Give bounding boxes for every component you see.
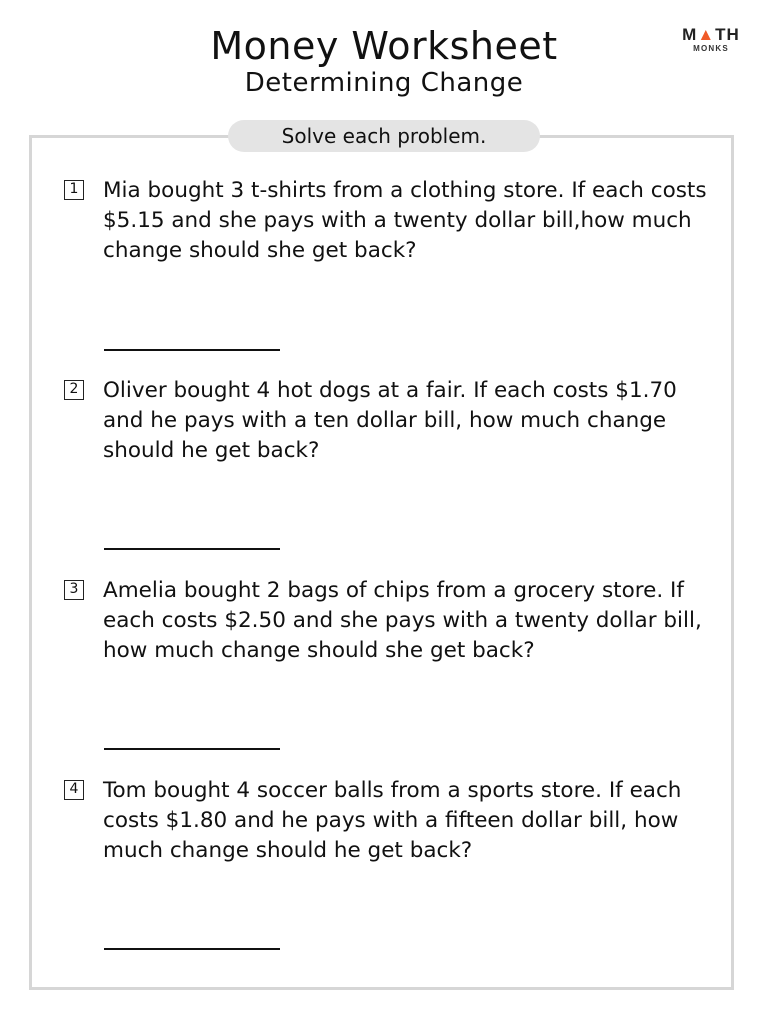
problem-text: Oliver bought 4 hot dogs at a fair. If each costs $1.70 and he pays with a ten dollar bill, how much change should he get back?	[103, 378, 677, 463]
answer-line[interactable]	[104, 748, 280, 750]
problem-number-box: 2	[64, 380, 84, 400]
problem-text: Amelia bought 2 bags of chips from a grocery store. If each costs $2.50 and she pays with a twenty dollar bill, how much change should she get back?	[103, 578, 702, 663]
worksheet-subtitle: Determining Change	[244, 68, 524, 98]
problem-text: Tom bought 4 soccer balls from a sports store. If each costs $1.80 and he pays with a fifteen dollar bill, how much change should he get back?	[103, 778, 682, 863]
logo-suffix: TH	[715, 25, 740, 44]
worksheet-title: Money Worksheet	[210, 24, 558, 68]
problem-number-box: 4	[64, 780, 84, 800]
problem-number-box: 3	[64, 580, 84, 600]
logo-subtext: MONKS	[693, 44, 729, 53]
problem-number-box: 1	[64, 180, 84, 200]
logo-prefix: M	[682, 25, 698, 44]
answer-line[interactable]	[104, 349, 280, 351]
answer-line[interactable]	[104, 948, 280, 950]
logo-wordmark	[680, 26, 742, 44]
logo-triangle-icon: ▲	[697, 25, 716, 44]
math-monks-logo	[680, 26, 742, 54]
answer-line[interactable]	[104, 548, 280, 550]
instruction-pill: Solve each problem.	[228, 120, 540, 152]
problem-text: Mia bought 3 t-shirts from a clothing store. If each costs $5.15 and she pays with a twenty dollar bill,how much change should she get back?	[103, 178, 707, 263]
